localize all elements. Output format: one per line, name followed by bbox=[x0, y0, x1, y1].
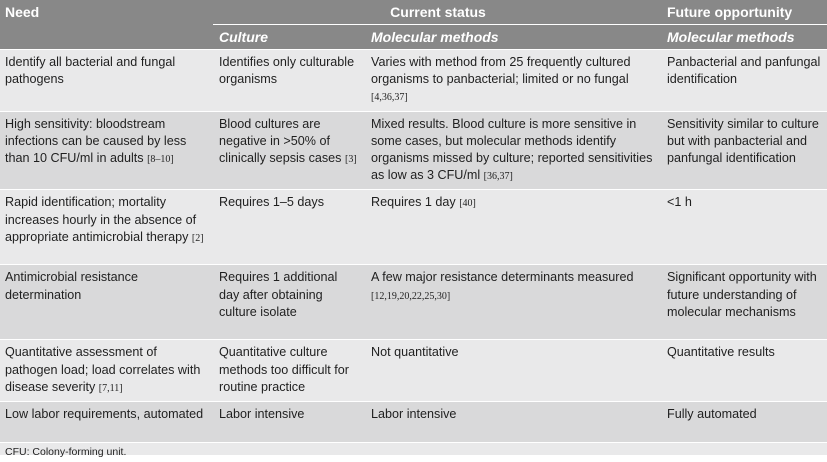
cell-need: High sensitivity: bloodstream infections can be caused by less than 10 CFU/ml in adults [8–10] bbox=[0, 111, 213, 190]
cell-molecular: Mixed results. Blood culture is more sensitive in some cases, but molecular methods identify organisms missed by culture; reported sensitivities as low as 3 CFU/ml [36,37] bbox=[365, 111, 663, 190]
cell-culture: Requires 1 additional day after obtaining culture isolate bbox=[213, 265, 365, 340]
header-need: Need bbox=[5, 4, 40, 20]
cell-future: Panbacterial and panfungal identification bbox=[663, 50, 827, 112]
cell-need: Antimicrobial resistance determination bbox=[0, 265, 213, 340]
table-row bbox=[0, 190, 827, 265]
table-row bbox=[0, 265, 827, 340]
footnote-row bbox=[0, 443, 827, 462]
table-row bbox=[0, 402, 827, 443]
table-row bbox=[0, 50, 827, 112]
header-row-top bbox=[0, 0, 827, 25]
cell-culture: Quantitative culture methods too difficult for routine practice bbox=[213, 340, 365, 402]
header-molecular-future: Molecular methods bbox=[667, 29, 795, 45]
header-current-status: Current status bbox=[213, 0, 663, 25]
cell-molecular: Not quantitative bbox=[365, 340, 663, 402]
header-culture: Culture bbox=[219, 29, 268, 45]
cell-need: Low labor requirements, automated bbox=[0, 402, 213, 443]
header-need-spacer bbox=[0, 25, 213, 50]
table-row bbox=[0, 111, 827, 190]
cell-molecular: Labor intensive bbox=[365, 402, 663, 443]
cell-need: Identify all bacterial and fungal pathogens bbox=[0, 50, 213, 112]
cell-future: Sensitivity similar to culture but with panbacterial and panfungal identification bbox=[663, 111, 827, 190]
cell-future: Fully automated bbox=[663, 402, 827, 443]
cell-molecular: Varies with method from 25 frequently cultured organisms to panbacterial; limited or no fungal [4,36,37] bbox=[365, 50, 663, 112]
cell-future: Quantitative results bbox=[663, 340, 827, 402]
cell-culture: Identifies only culturable organisms bbox=[213, 50, 365, 112]
header-future-opportunity: Future opportunity bbox=[663, 0, 827, 25]
cell-molecular: A few major resistance determinants measured [12,19,20,22,25,30] bbox=[365, 265, 663, 340]
table-row bbox=[0, 340, 827, 402]
cell-culture: Blood cultures are negative in >50% of clinically sepsis cases [3] bbox=[213, 111, 365, 190]
cell-culture: Labor intensive bbox=[213, 402, 365, 443]
header-row-sub bbox=[0, 25, 827, 50]
table-footnote: CFU: Colony-forming unit. bbox=[0, 443, 827, 462]
cell-future: Significant opportunity with future understanding of molecular mechanisms bbox=[663, 265, 827, 340]
header-molecular-current: Molecular methods bbox=[371, 29, 499, 45]
cell-future: <1 h bbox=[663, 190, 827, 265]
cell-need: Rapid identification; mortality increases hourly in the absence of appropriate antimicrobial therapy [2] bbox=[0, 190, 213, 265]
cell-need: Quantitative assessment of pathogen load; load correlates with disease severity [7,11] bbox=[0, 340, 213, 402]
cell-molecular: Requires 1 day [40] bbox=[365, 190, 663, 265]
cell-culture: Requires 1–5 days bbox=[213, 190, 365, 265]
